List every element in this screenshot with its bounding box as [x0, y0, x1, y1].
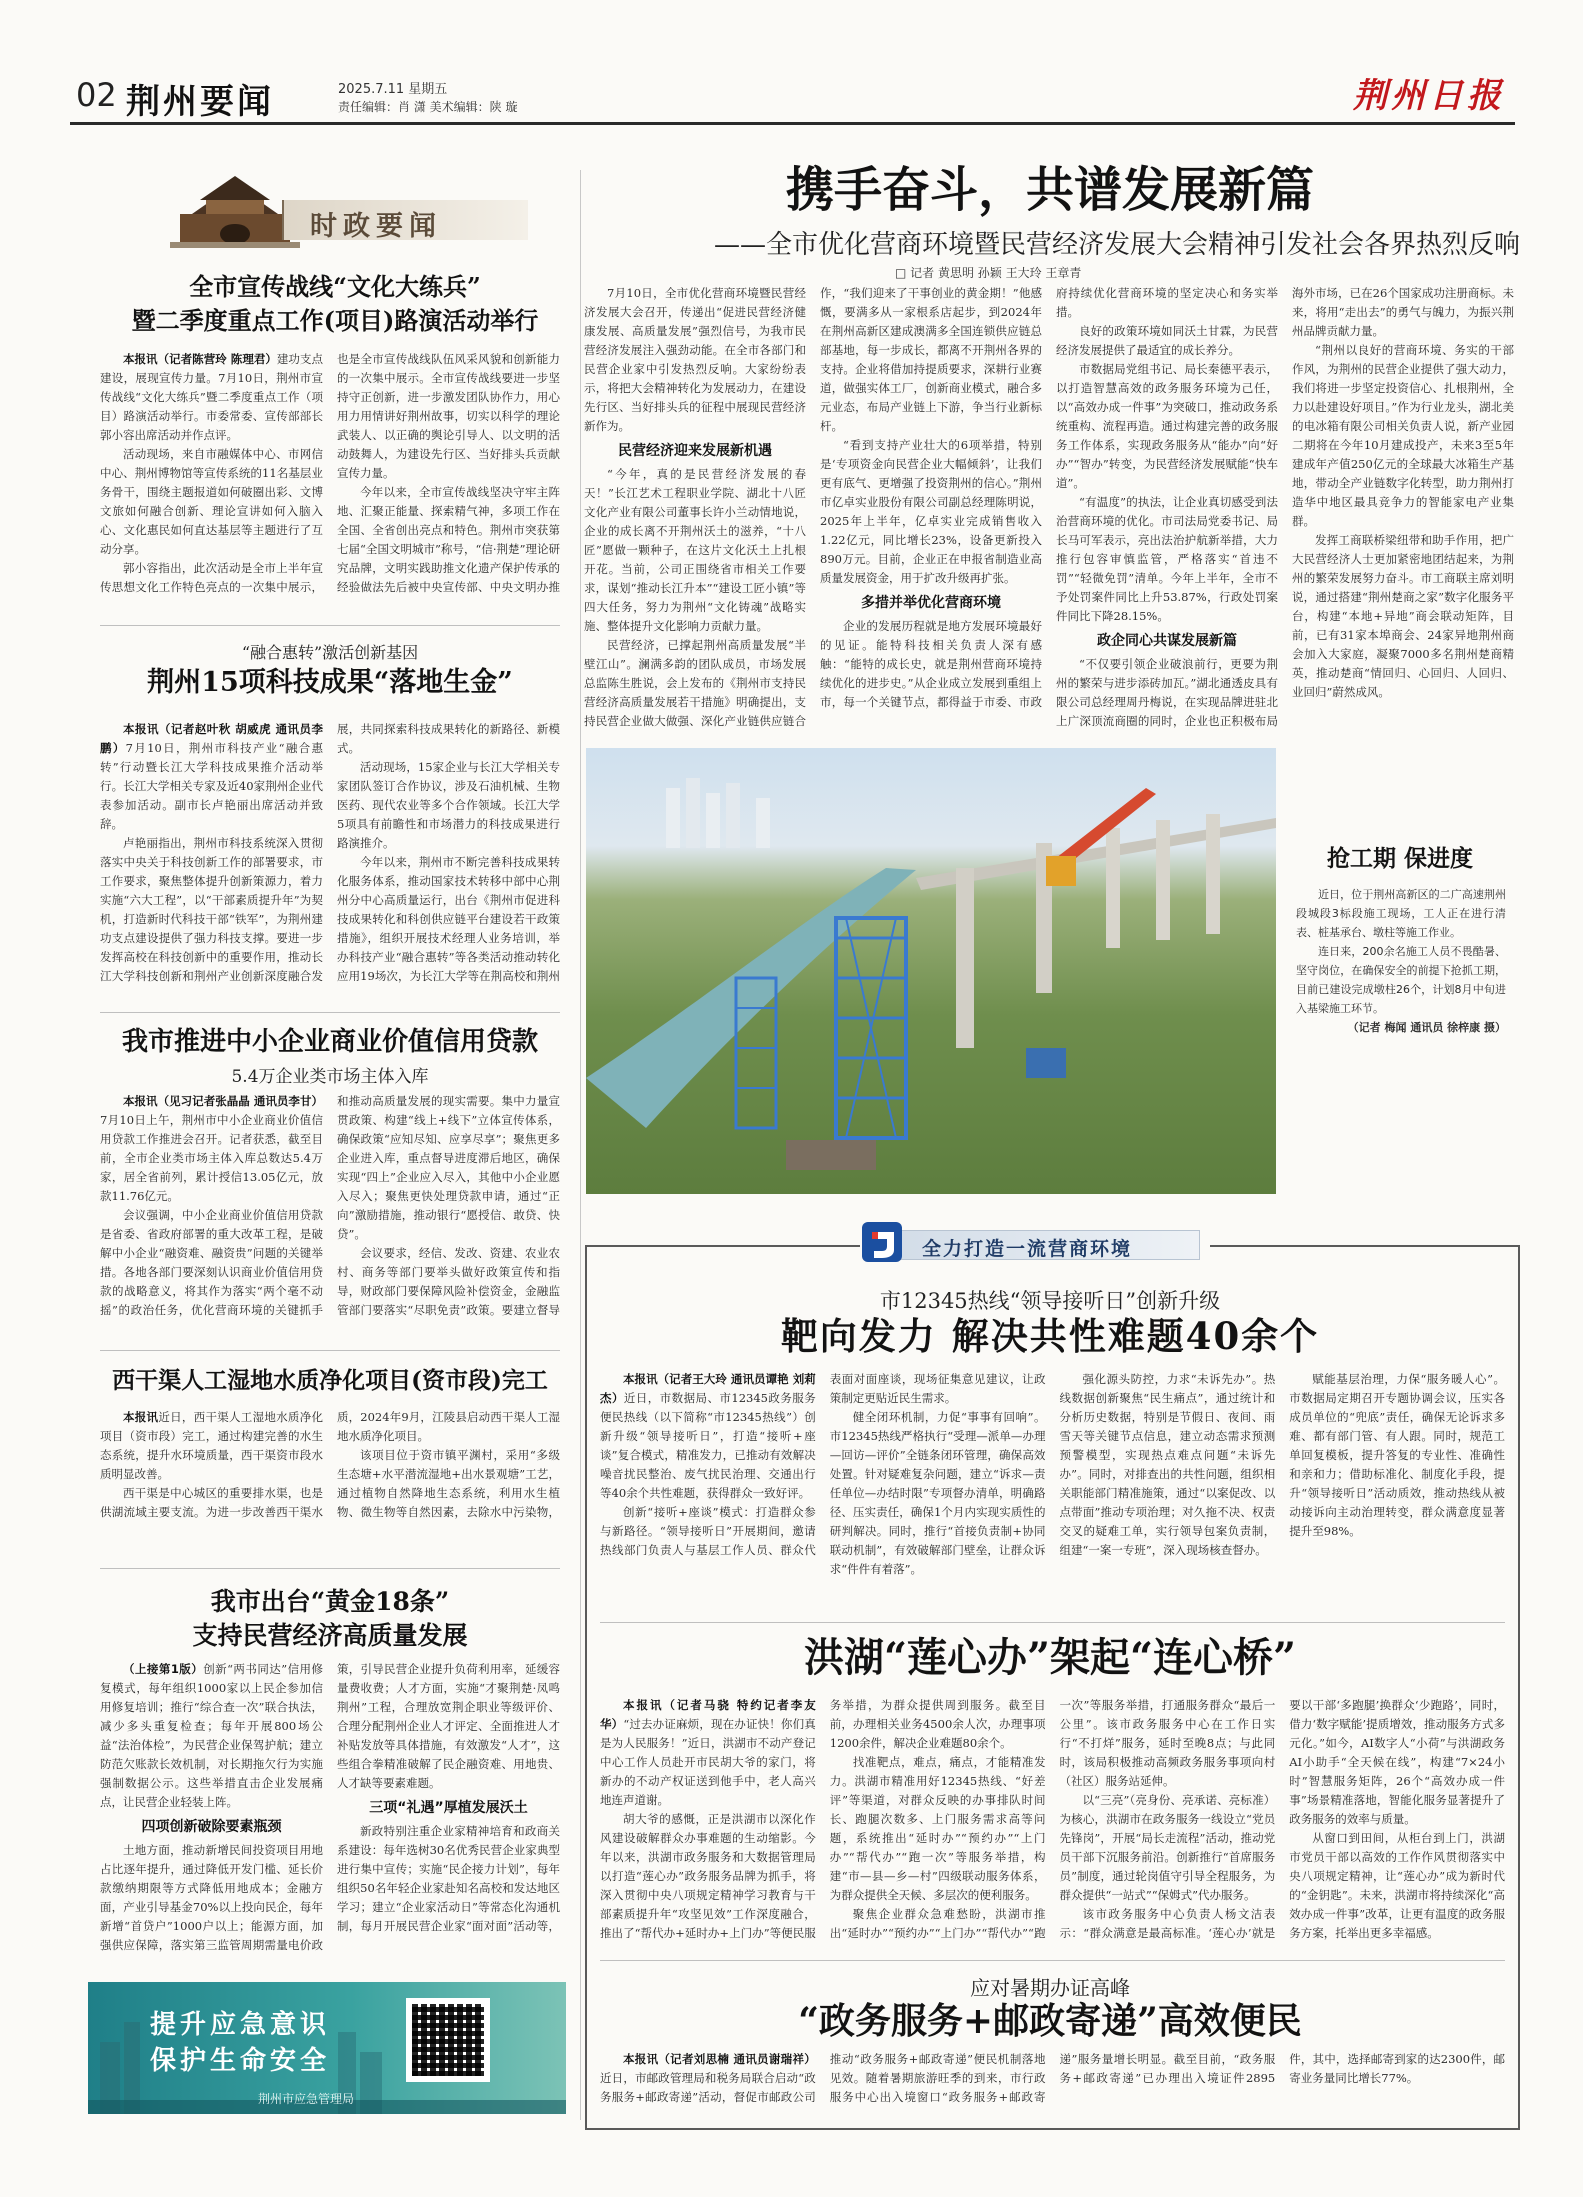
photo-caption-para: 近日，位于荆州高新区的二广高速荆州段城段3标段施工现场，工人正在进行清表、桩基承台、墩柱等施工作业。	[1296, 888, 1506, 939]
story5-para: 创新“两书同达”信用修复模式，每年组织1000家以上民企参加信用修复培训；推行“综合查一次”联合执法，减少多头重复检查；每年开展800场公益“法治体检”，为民营企业保驾护航；建立防范欠账款长效机制，对长期拖欠行为实施强制数据公示。这些举措直击企业发展痛点，让民营企业轻装上阵。	[100, 1662, 323, 1809]
story2-kicker: “融合惠转”激活创新基因	[241, 643, 419, 662]
story5-title-line1: 我市出台“黄金18条”	[210, 1587, 450, 1616]
story7-body	[600, 1696, 1505, 1948]
story1-para: 活动现场，来自市融媒体中心、市网信中心、荆州博物馆等宣传系统的11名基层业务骨干，围绕主题报道如何破圈出彩、文博文旅如何融合创新、理论宣讲如何入脑入心、文化惠民如何直达基层等主题进行了互动分享。	[100, 447, 323, 556]
main-para: 发挥工商联桥梁纽带和助手作用，把广大民营经济人士更加紧密地团结起来，为荆州的繁荣发展努力奋斗。市工商联主席刘明说，通过搭建“荆州楚商之家”数字化服务平台，构建“本地+异地”商会联动矩阵，目前，已有31家本埠商会、24家异地荆州商会加入大家庭，凝聚7000多名荆州楚商精英，推动楚商“情回归、心回归、人回归、业回归”蔚然成风。	[1292, 533, 1514, 699]
story6-para: 创新“接听+座谈”模式：打造群众参与新路径。“领导接听日”开展期间，邀请热线部门负责人与基层工作人员、群众代表面对面座谈，现场征集意见建议，让政策制定更贴近民生需求。	[600, 1372, 1046, 1557]
masthead-rule	[70, 122, 1515, 125]
masthead	[70, 62, 1515, 132]
divider	[600, 1960, 1505, 1961]
story4-para: 近日，西干渠人工湿地水质净化项目（资市段）完工，通过构建完善的水生态系统，提升水环境质量，西干渠资市段水质明显改善。	[100, 1410, 323, 1481]
photo-credit: （记者 梅闻 通讯员 徐梓康 摄）	[1347, 1021, 1506, 1034]
main-para: “看到支持产业壮大的6项举措，特别是‘专项资金向民营企业大幅倾斜’，让我们更有底气、更增强了投资荆州的信心。”荆州市亿卓实业股份有限公司副总经理陈明说，2025年上半年，亿卓实业完成销售收入1.22亿元，同比增长23%，设备更新投入890万元。目前，企业正在申报省制造业高质量发展资金，用于扩改升级再扩张。	[820, 438, 1042, 585]
story3-body	[100, 1092, 560, 1338]
section-banner-text: 全力打造一流营商环境	[922, 1238, 1133, 1260]
story7-para: 从窗口到田间，从柜台到上门，洪湖市党员干部以高效的工作作风贯彻落实中央八项规定精神，让“莲心办”成为新时代的“金钥匙”。未来，洪湖市将持续深化“高效办成一件事”改革，让更有温度的政务服务方案，托举出更多幸福感。	[1289, 1831, 1505, 1940]
qr-code[interactable]	[406, 1998, 490, 2082]
story2-para: 7月10日，荆州市科技产业“融合惠转”行动暨长江大学科技成果推介活动举行。长江大学相关专家及近40家荆州企业代表参加活动。副市长卢艳丽出席活动并致辞。	[100, 741, 324, 831]
main-para: 企业的发展历程就是地方发展环境最好的见证。能特科技相关负责人深有感触：“能特的成长史，就是荆州营商环境持续优化的进步史。”从企业成立发展到重组上市，每一个关键节点，都得益于市委、市政府持续优化营商环境的坚定决心和务实举措。	[820, 286, 1278, 709]
divider	[100, 625, 560, 626]
story3-subtitle: 5.4万企业类市场主体入库	[231, 1067, 429, 1087]
story6-lead: 本报讯（记者王大玲 通讯员谭艳 刘莉杰）	[600, 1372, 816, 1405]
story2-title: 荆州15项科技成果“落地生金”	[147, 667, 513, 698]
story3-title: 我市推进中小企业商业价值信用贷款	[121, 1027, 538, 1057]
main-subhead: 多措并举优化营商环境	[861, 595, 1001, 611]
story6-para: 强化源头防控，力求“未诉先办”。热线数据创新聚焦“民生痛点”，通过统计和分析历史数据，特别是节假日、夜间、雨雪天等关键节点信息，建立动态需求预测预警模型，实现热点难点问题“未诉先办”。同时，对排查出的共性问题，组织相关职能部门精准施策，通过“以案促改、以点带面”推动专项治理；对久拖不决、权责交叉的疑难工单，实行领导包案负责制，组建“一案一专班”，深入现场核查督办。	[1059, 1372, 1276, 1557]
story5-title-line2: 支持民营经济高质量发展	[192, 1621, 468, 1650]
story1-para: 郭小容指出，此次活动是全市上半年宣传思想文化工作特色亮点的一次集中展示，也是全市宣传战线队伍风采风貌和创新能力的一次集中展示。全市宣传战线要进一步坚持守正创新，进一步激发团队协作力，用心用力用情讲好荆州故事，切实以科学的理论武装人、以正确的舆论引导人、以文明的活动鼓舞人，为建设先行区、当好排头兵贡献宣传力量。	[100, 352, 560, 594]
main-para: “不仅要引领企业破浪前行，更要为荆州的繁荣与进步添砖加瓦。”湖北通透皮具有限公司总经理周丹梅说，在实现品牌进驻北上广深顶流商圈的同时，企业也正积极布局海外市场，已在26个国家成功注册商标。未来，将用“走出去”的勇气与魄力，为振兴荆州品牌贡献力量。	[1056, 286, 1514, 728]
main-para: “今年，真的是民营经济发展的春天！”长江艺术工程职业学院、湖北十八匠文化产业有限公司董事长许小兰动情地说，企业的成长离不开荆州沃土的滋养，“十八匠”愿做一颗种子，在这片文化沃土上扎根开花。当前，公司正围绕省市相关工作要求，谋划“推动长江升本”“建设工匠小镇”等四大任务，努力为荆州“文化铸魂”战略实施、整体提升文化影响力贡献力量。	[584, 467, 806, 633]
photo-caption-para: 连日来，200余名施工人员不畏酷暑、坚守岗位，在确保安全的前提下抢抓工期，目前已建设完成墩柱26个，计划8月中旬进入基梁施工环节。	[1296, 945, 1506, 1015]
story5-title	[100, 1585, 560, 1653]
column-banner	[170, 170, 528, 248]
main-body	[584, 284, 1514, 736]
divider	[100, 1012, 560, 1013]
divider	[100, 1568, 560, 1569]
construction-photo	[586, 748, 1276, 1194]
story1-body	[100, 350, 560, 610]
construction-site-illustration	[586, 748, 1276, 1194]
ad-line-1: 提升应急意识	[150, 2010, 331, 2040]
story5-body	[100, 1660, 560, 1970]
photo-caption	[1296, 885, 1506, 1120]
banner-title: 时政要闻	[310, 211, 442, 242]
story7-para: 以“三亮”（亮身份、亮承诺、亮标准）为核心，洪湖市在政务服务一线设立“党员先锋岗”，开展“局长走流程”活动，推动党员干部下沉服务前沿。创新推行“首席服务员”制度，通过轮岗值守引导全程服务，为群众提供“一站式”“保姆式”代办服务。	[1059, 1793, 1276, 1902]
story5-subhead: 三项“礼遇”厚植发展沃土	[369, 1800, 528, 1816]
story4-para: 西干渠是中心城区的重要排水渠，也是供湖流域主要支流。为进一步改善西干渠水质，2024年9月，江陵县启动西干渠人工湿地水质净化项目。	[100, 1410, 560, 1519]
editors: 责任编辑：肖 潇 美术编辑：陕 璇	[338, 100, 518, 114]
story5-para: 土地方面，推动新增民间投资项目用地占比逐年提升，通过降低开发门槛、延长价款缴纳期限等方式降低用地成本；金融方面，产业引导基金70%以上投向民企，每年新增“首贷户”1000户以上；能源方面，加强供应保障，落实第三监管周期需量电价政策，引导民营企业提升负荷利用率，延缓容量费收费；人才方面，实施“才聚荆楚·凤鸣荆州”工程，合理放宽荆企职业等级评价、合理分配荆州企业人才评定、全面推进人才补贴发放等具体措施，有效激发“人才”，这些组合拳精准破解了民企融资难、用地贵、人才缺等要素难题。	[100, 1662, 560, 1952]
section-name: 荆州要闻	[126, 82, 274, 122]
story3-para: 会议强调，中小企业商业价值信用贷款是省委、省政府部署的重大改革工程，是破解中小企业“融资难、融资贵”问题的关键举措。各地各部门要深刻认识商业价值信用贷款的战略意义，将其作为落实“两个毫不动摇”的政治任务，优化营商环境的关键抓手和推动高质量发展的现实需要。集中力量宣贯政策、构建“线上+线下”立体宣传体系，确保政策“应知尽知、应享尽享”；聚焦更多企业进入库，重点督导进度滞后地区，确保实现“四上”企业应入尽入，其他中小企业愿入尽入；聚焦更快处理贷款申请，通过“正向”激励措施，推动银行“愿授信、敢贷、快贷”。	[100, 1094, 560, 1317]
ad-sponsor: 荆州市应急管理局	[258, 2092, 355, 2106]
story4-para: 该项目位于资市镇平渊村，采用“多级生态塘+水平潜流湿地+出水景观塘”工艺，通过植物自然降地生态系统，利用水生植物、微生物等自然因素，去除水中污染物，	[337, 1448, 560, 1519]
story3-lead: 本报讯（见习记者张晶晶 通讯员李甘）	[123, 1094, 323, 1108]
story6-kicker: 市12345热线“领导接听日”创新升级	[879, 1289, 1221, 1313]
story1-para: 建功支点建设，展现宣传力量。7月10日，荆州市宣传战线“文化大练兵”暨二季度重点工作（项目）路演活动举行。市委常委、宣传部部长郭小容出席活动并作点评。	[100, 352, 323, 442]
main-para: 良好的政策环境如同沃土甘霖，为民营经济发展提供了最适宜的成长养分。	[1056, 324, 1278, 357]
story6-para: 健全闭环机制，力促“事事有回响”。市12345热线严格执行“受理—派单—办理—回访—评价”全链条闭环管理，确保高效处置。针对疑难复杂问题，建立“诉求—责任单位—办结时限”专项督办清单，明确路径、压实责任，确保1个月内实现实质性的研判解决。同时，推行“首接负责制+协同联动机制”，有效破解部门壁垒，让群众诉求“件件有着落”。	[829, 1410, 1046, 1576]
story8-kicker: 应对暑期办证高峰	[970, 1976, 1130, 2000]
story2-body	[100, 720, 560, 998]
main-para: 民营经济，已撑起荆州高质量发展“半壁江山”。澜满多韵的团队成员，市场发展总监陈生胜说，会上发布的《荆州市支持民营经济高质量发展若干措施》明确提出，支持民营企业做大做强、深化产业链供应链合作，“我们迎来了干事创业的黄金期！”他感慨，要满多从一家根系店起步，到2024年在荆州高新区建成澳满多全国连锁供应链总部基地，每一步成长，都离不开荆州各界的支持。企业将借加持提质要求，深耕行业赛道，做强实体工厂，创新商业模式，融合多元业态，布局产业链上下游，争当行业新标杆。	[584, 286, 1042, 728]
story8-title: “政务服务+邮政寄递”高效便民	[798, 2000, 1302, 2042]
main-para: “有温度”的执法，让企业真切感受到法治营商环境的优化。市司法局党委书记、局长马可军表示，亮出法治护航新举措，大力推行包容审慎监管，严格落实“首违不罚”“轻微免罚”清单。今年上半年，全市不予处罚案件同比上升53.87%，行政处罚案件同比下降28.15%。	[1056, 495, 1278, 623]
story1-title-line1: 全市宣传战线“文化大练兵”	[189, 272, 481, 301]
column-divider	[580, 170, 581, 2120]
story4-body	[100, 1408, 560, 1558]
main-byline: □ 记者 黄思明 孙颖 王大玲 王章青	[895, 266, 1082, 280]
divider	[600, 1622, 1505, 1623]
story4-title: 西干渠人工湿地水质净化项目(资市段)完工	[112, 1367, 548, 1394]
story5-lead: （上接第1版）	[123, 1662, 204, 1676]
story8-para: 近日，市邮政管理局和税务局联合启动“政务服务+邮政寄递”活动，督促市邮政公司推动“政务服务+邮政寄递”便民机制落地见效。随着暑期旅游旺季的到来，市行政服务中心出入境窗口“政务服务+邮政寄递”服务量增长明显。截至目前，“政务服务+邮政寄递”已办理出入境证件2895件，其中，选择邮寄到家的达2300件，邮寄业务量同比增长77%。	[600, 2052, 1505, 2104]
main-subhead: 政企同心共谋发展新篇	[1097, 633, 1237, 649]
public-service-ad	[88, 1982, 566, 2114]
story8-body	[600, 2050, 1505, 2122]
story7-para: 找准靶点，难点，痛点，才能精准发力。洪湖市精准用好12345热线、“好差评”等渠道，对群众反映的办事排队时间长、跑腿次数多、上门服务需求高等问题，系统推出“延时办”“预约办”“上门办”“帮代办”“跑一次”等服务举措，构建“市—县—乡—村”四级联动服务体系，为群众提供全天候、多层次的便利服务。	[829, 1755, 1046, 1902]
main-para: “荆州以良好的营商环境、务实的干部作风，为荆州的民营企业提供了强大动力，我们将进一步坚定投资信心、扎根荆州，全力以赴建设好项目。”作为行业龙头，湖北美的电冰箱有限公司相关负责人说，新产业园二期将在今年10月建成投产，未来3至5年建成年产值250亿元的全球最大冰箱生产基地，带动全产业链数字化转型，助力荆州打造华中地区最具竞争力的智能家电产业集群。	[1292, 343, 1514, 528]
story1-para: 今年以来，全市宣传战线坚决守牢主阵地、汇聚正能量、探索精气神，多项工作在全国、全省创出亮点和特色。荆州市突获第七届“全国文明城市”称号，“信·荆楚”理论研究品牌，文明实践助推文化遗产保护传承的经验做法先后被中央宣传部、中央文明办推	[337, 485, 560, 594]
section-frame-top-left	[585, 1245, 860, 1247]
divider	[100, 1350, 560, 1351]
main-subtitle: ——全市优化营商环境暨民营经济发展大会精神引发社会各界热烈反响	[713, 230, 1520, 260]
story6-title: 靶向发力 解决共性难题40余个	[780, 1314, 1320, 1358]
story2-lead: 本报讯（记者赵叶秋 胡威虎 通讯员李鹏）	[100, 722, 323, 755]
city-gate-icon	[170, 170, 300, 248]
story4-lead: 本报讯	[123, 1410, 159, 1424]
story2-para: 卢艳丽指出，荆州市科技系统深入贯彻落实中央关于科技创新工作的部署要求，市工作要求，聚焦整体提升创新策源力，着力实施“六大工程”，以“干部素质提升年”为契机，打造新时代科技干部“铁军”，为荆州建功支点建设提供了强力科技支撑。要进一步发挥高校在科技创新中的重要作用，推动长江大学科技创新和荆州产业创新深度融合发展，共同探索科技成果转化的新路径、新模式。	[100, 722, 560, 983]
newspaper-logo: 荆州日报	[1353, 76, 1505, 116]
page-number: 02	[76, 76, 117, 114]
story3-para: 会议要求，经信、发改、资建、农业农村、商务等部门要举头做好政策宣传和指导，财政部门要保障风险补偿资金，金融监管部门要落实“尽职免责”政策。要建立督导	[337, 1246, 560, 1317]
story1-title	[110, 270, 560, 338]
story8-lead: 本报讯（记者刘思楠 通讯员谢瑞祥）	[623, 2052, 816, 2066]
story2-para: 活动现场，15家企业与长江大学相关专家团队签订合作协议，涉及石油机械、生物医药、现代农业等多个合作领域。长江大学5项具有前瞻性和市场潜力的科技成果进行路演推介。	[337, 760, 560, 850]
story1-title-line2: 暨二季度重点工作(项目)路演活动举行	[131, 306, 539, 335]
story7-para: 聚焦企业群众急难愁盼，洪湖市推出“延时办”“预约办”“上门办”“帮代办”“跑一次”等服务举措，打通服务群众“最后一公里”。该市政务服务中心在工作日实行“不打烊”服务，延时至晚8点；与此同时，该局积极推动高频政务服务事项向村（社区）服务站延伸。	[829, 1698, 1276, 1940]
story1-lead: 本报讯（记者陈营玲 陈理君）	[123, 352, 277, 366]
story7-para: 胡大爷的感慨，正是洪湖市以深化作风建设破解群众办事难题的生动缩影。今年以来，洪湖市政务服务和大数据管理局以打造“莲心办”政务服务品牌为抓手，将深入贯彻中央八项规定精神学习教育与干部素质提升年“攻坚见效”工作深度融合，推出了“帮代办+延时办+上门办”等便民服务举措，为群众提供周到服务。截至目前，办理相关业务4500余人次，办理事项1200余件，解决企业难题80余个。	[600, 1698, 1046, 1940]
main-title: 携手奋斗，共谱发展新篇	[785, 162, 1314, 218]
story2-para: 今年以来，荆州市不断完善科技成果转化服务体系，推动国家技术转移中部中心荆州分中心高质量运行，出台《荆州市促进科技成果转化和科创供应链平台建设若干政策措施》，组织开展技术经理人业务培训，举办科技产业“融合惠转”等各类活动推动转化应用19场次，为长江大学等在荆高校和荆州	[337, 855, 560, 983]
ad-line-2: 保护生命安全	[150, 2046, 331, 2076]
main-para: 7月10日，全市优化营商环境暨民营经济发展大会召开，传递出“促进民营经济健康发展、高质量发展”强烈信号，为我市民营经济发展注入强劲动能。在全市各部门和民营企业家中引发热烈反响。大家纷纷表示，将把大会精神转化为发展动力，在建设先行区、当好排头兵的征程中展现民营经济新作为。	[584, 286, 806, 433]
story5-para: 新政特别注重企业家精神培育和政商关系建设：每年选树30名优秀民营企业家典型进行集中宣传；实施“民企接力计划”，每年组织50名年轻企业家赴知名高校和发达地区学习；建立“企业家活动日”等常态化沟通机制，每月开展民营企业家“面对面”活动等，	[337, 1824, 560, 1933]
story6-para: 近日，市数据局、市12345政务服务便民热线（以下简称“市12345热线”）创新升级“领导接听日”，打造“接听+座谈”复合模式，精准发力，已推动有效解决噪音扰民整治、废气扰民治理、交通出行等40余个共性难题，获得群众一致好评。	[600, 1391, 816, 1500]
section-frame-top-right	[1210, 1245, 1520, 1247]
story6-para: 赋能基层治理，力保“服务暖人心”。市数据局定期召开专题协调会议，压实各成员单位的“兜底”责任，确保无论诉求多难、都有部门管、有人跟。同时，规范工单回复模板，提升答复的专业性、准确性和亲和力；借助标准化、制度化手段，提升“领导接听日”活动质效，推动热线从被动接诉向主动治理转变，群众满意度显著提升至98%。	[1289, 1372, 1505, 1538]
main-subhead: 民营经济迎来发展新机遇	[618, 443, 772, 459]
story5-subhead: 四项创新破除要素瓶颈	[141, 1819, 282, 1835]
story3-para: 7月10日上午，荆州市中小企业商业价值信用贷款工作推进会召开。记者获悉，截至目前，全市企业类市场主体入库总数达5.4万家，居全省前列，累计授信13.05亿元，放款11.76亿元。	[100, 1113, 323, 1203]
issue-date: 2025.7.11 星期五	[338, 82, 448, 97]
story7-para: “过去办证麻烦，现在办证快！你们真是为人民服务！”近日，洪湖市不动产登记中心工作人员赴开市民胡大爷的家门，将新办的不动产权证送到他手中，老人高兴地连声道谢。	[600, 1717, 816, 1807]
story6-body	[600, 1370, 1505, 1610]
story7-para: 该市政务服务中心负责人杨文洁表示：“群众满意是最高标准。‘莲心办’就是要以干部‘多跑腿’换群众‘少跑路’，同时，借力‘数字赋能’提质增效，推动服务方式多元化。”如今，AI数字人“小荷”与洪湖政务AI小助手“全天候在线”，构建“7×24小时”智慧服务矩阵，26个“高效办成一件事”场景精准落地，智能化服务显著提升了政务服务的效率与质量。	[1059, 1698, 1505, 1940]
photo-title: 抢工期 保进度	[1326, 845, 1473, 872]
story7-title: 洪湖“莲心办”架起“连心桥”	[803, 1634, 1297, 1681]
story7-lead: 本报讯（记者马骁 特约记者李友华）	[600, 1698, 816, 1731]
main-para: 市数据局党组书记、局长秦德平表示，以打造智慧高效的政务服务环境为己任，以“高效办成一件事”为突破口，推动政务系统重构、流程再造。通过构建完善的政务服务工作体系，实现政务服务从“能办”向“好办”“智办”转变，为民营经济发展赋能“快车道”。	[1056, 362, 1278, 490]
